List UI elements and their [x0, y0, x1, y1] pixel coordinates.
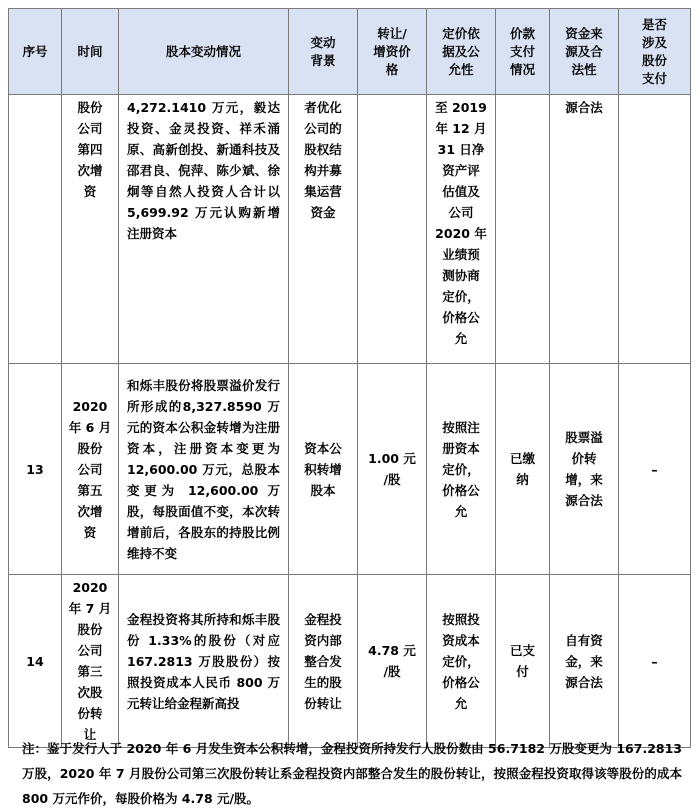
- col-header-source: 资金来 源及合 法性: [550, 9, 619, 95]
- col-header-change: 股本变动情况: [119, 9, 289, 95]
- cell-payment: 已支 付: [496, 575, 550, 748]
- cell-price: 4.78 元 /股: [358, 575, 427, 748]
- col-header-share-pay: 是否 涉及 股份 支付: [619, 9, 691, 95]
- cell-source: 股票溢 价转 增，来 源合法: [550, 364, 619, 575]
- table-row: [9, 95, 691, 364]
- col-header-pricing: 定价依 据及公 允性: [427, 9, 496, 95]
- cell-share-pay: [619, 95, 691, 364]
- table-footnote: 注：鉴于发行人于 2020 年 6 月发生资本公积转增，金程投资所持发行人股份数由 56.7182 万股变更为 167.2813 万股，2020 年 7 月股份公司第三次股份转让系金程投资内部整合发生的股份转让，按照金程投资取得该等股份的成本 800 万元作价，每股价格为 4.78 元/股。: [22, 741, 682, 806]
- cell-price: [358, 95, 427, 364]
- cell-source: 源合法: [550, 95, 619, 364]
- cell-pricing: 至 2019 年 12 月 31 日净 资产评 估值及 公司 2020 年 业绩预 测协商 定价， 价格公 允: [427, 95, 496, 364]
- cell-payment: [496, 95, 550, 364]
- cell-payment: 已缴 纳: [496, 364, 550, 575]
- cell-no: 14: [9, 575, 62, 748]
- equity-change-table: [8, 8, 691, 748]
- table-header-row: [9, 9, 691, 95]
- cell-background: 者优化 公司的 股权结 构并募 集运营 资金: [289, 95, 358, 364]
- cell-price: 1.00 元 /股: [358, 364, 427, 575]
- cell-change: 和烁丰股份将股票溢价发行所形成的8,327.8590 万元的资本公积金转增为注册资本，注册资本变更为12,600.00 万元，总股本变更为 12,600.00 万股，每股面值不变，本次转增前后，各股东的持股比例维持不变: [119, 364, 289, 575]
- cell-change: 金程投资将其所持和烁丰股份 1.33%的股份（对应 167.2813 万股股份）按照投资成本人民币 800 万元转让给金程新高投: [119, 575, 289, 748]
- cell-no: [9, 95, 62, 364]
- cell-no: 13: [9, 364, 62, 575]
- col-header-no: 序号: [9, 9, 62, 95]
- col-header-time: 时间: [62, 9, 119, 95]
- cell-source: 自有资 金，来 源合法: [550, 575, 619, 748]
- table-row: [9, 575, 691, 748]
- cell-background: 资本公 积转增 股本: [289, 364, 358, 575]
- col-header-background: 变动 背景: [289, 9, 358, 95]
- cell-share-pay: –: [619, 575, 691, 748]
- cell-share-pay: –: [619, 364, 691, 575]
- col-header-price: 转让/ 增资价 格: [358, 9, 427, 95]
- cell-change: 4,272.1410 万元，毅达投资、金灵投资、祥禾涌原、高新创投、新通科技及邵君良、倪萍、陈少斌、徐炯等自然人投资人合计以5,699.92 万元认购新增注册资本: [119, 95, 289, 364]
- cell-time: 2020 年 7 月 股份 公司 第三 次股 份转 让: [62, 575, 119, 748]
- table-row: [9, 364, 691, 575]
- cell-background: 金程投 资内部 整合发 生的股 份转让: [289, 575, 358, 748]
- col-header-payment: 价款 支付 情况: [496, 9, 550, 95]
- cell-time: 股份 公司 第四 次增 资: [62, 95, 119, 364]
- cell-pricing: 按照注 册资本 定价， 价格公 允: [427, 364, 496, 575]
- cell-pricing: 按照投 资成本 定价， 价格公 允: [427, 575, 496, 748]
- cell-time: 2020 年 6 月 股份 公司 第五 次增 资: [62, 364, 119, 575]
